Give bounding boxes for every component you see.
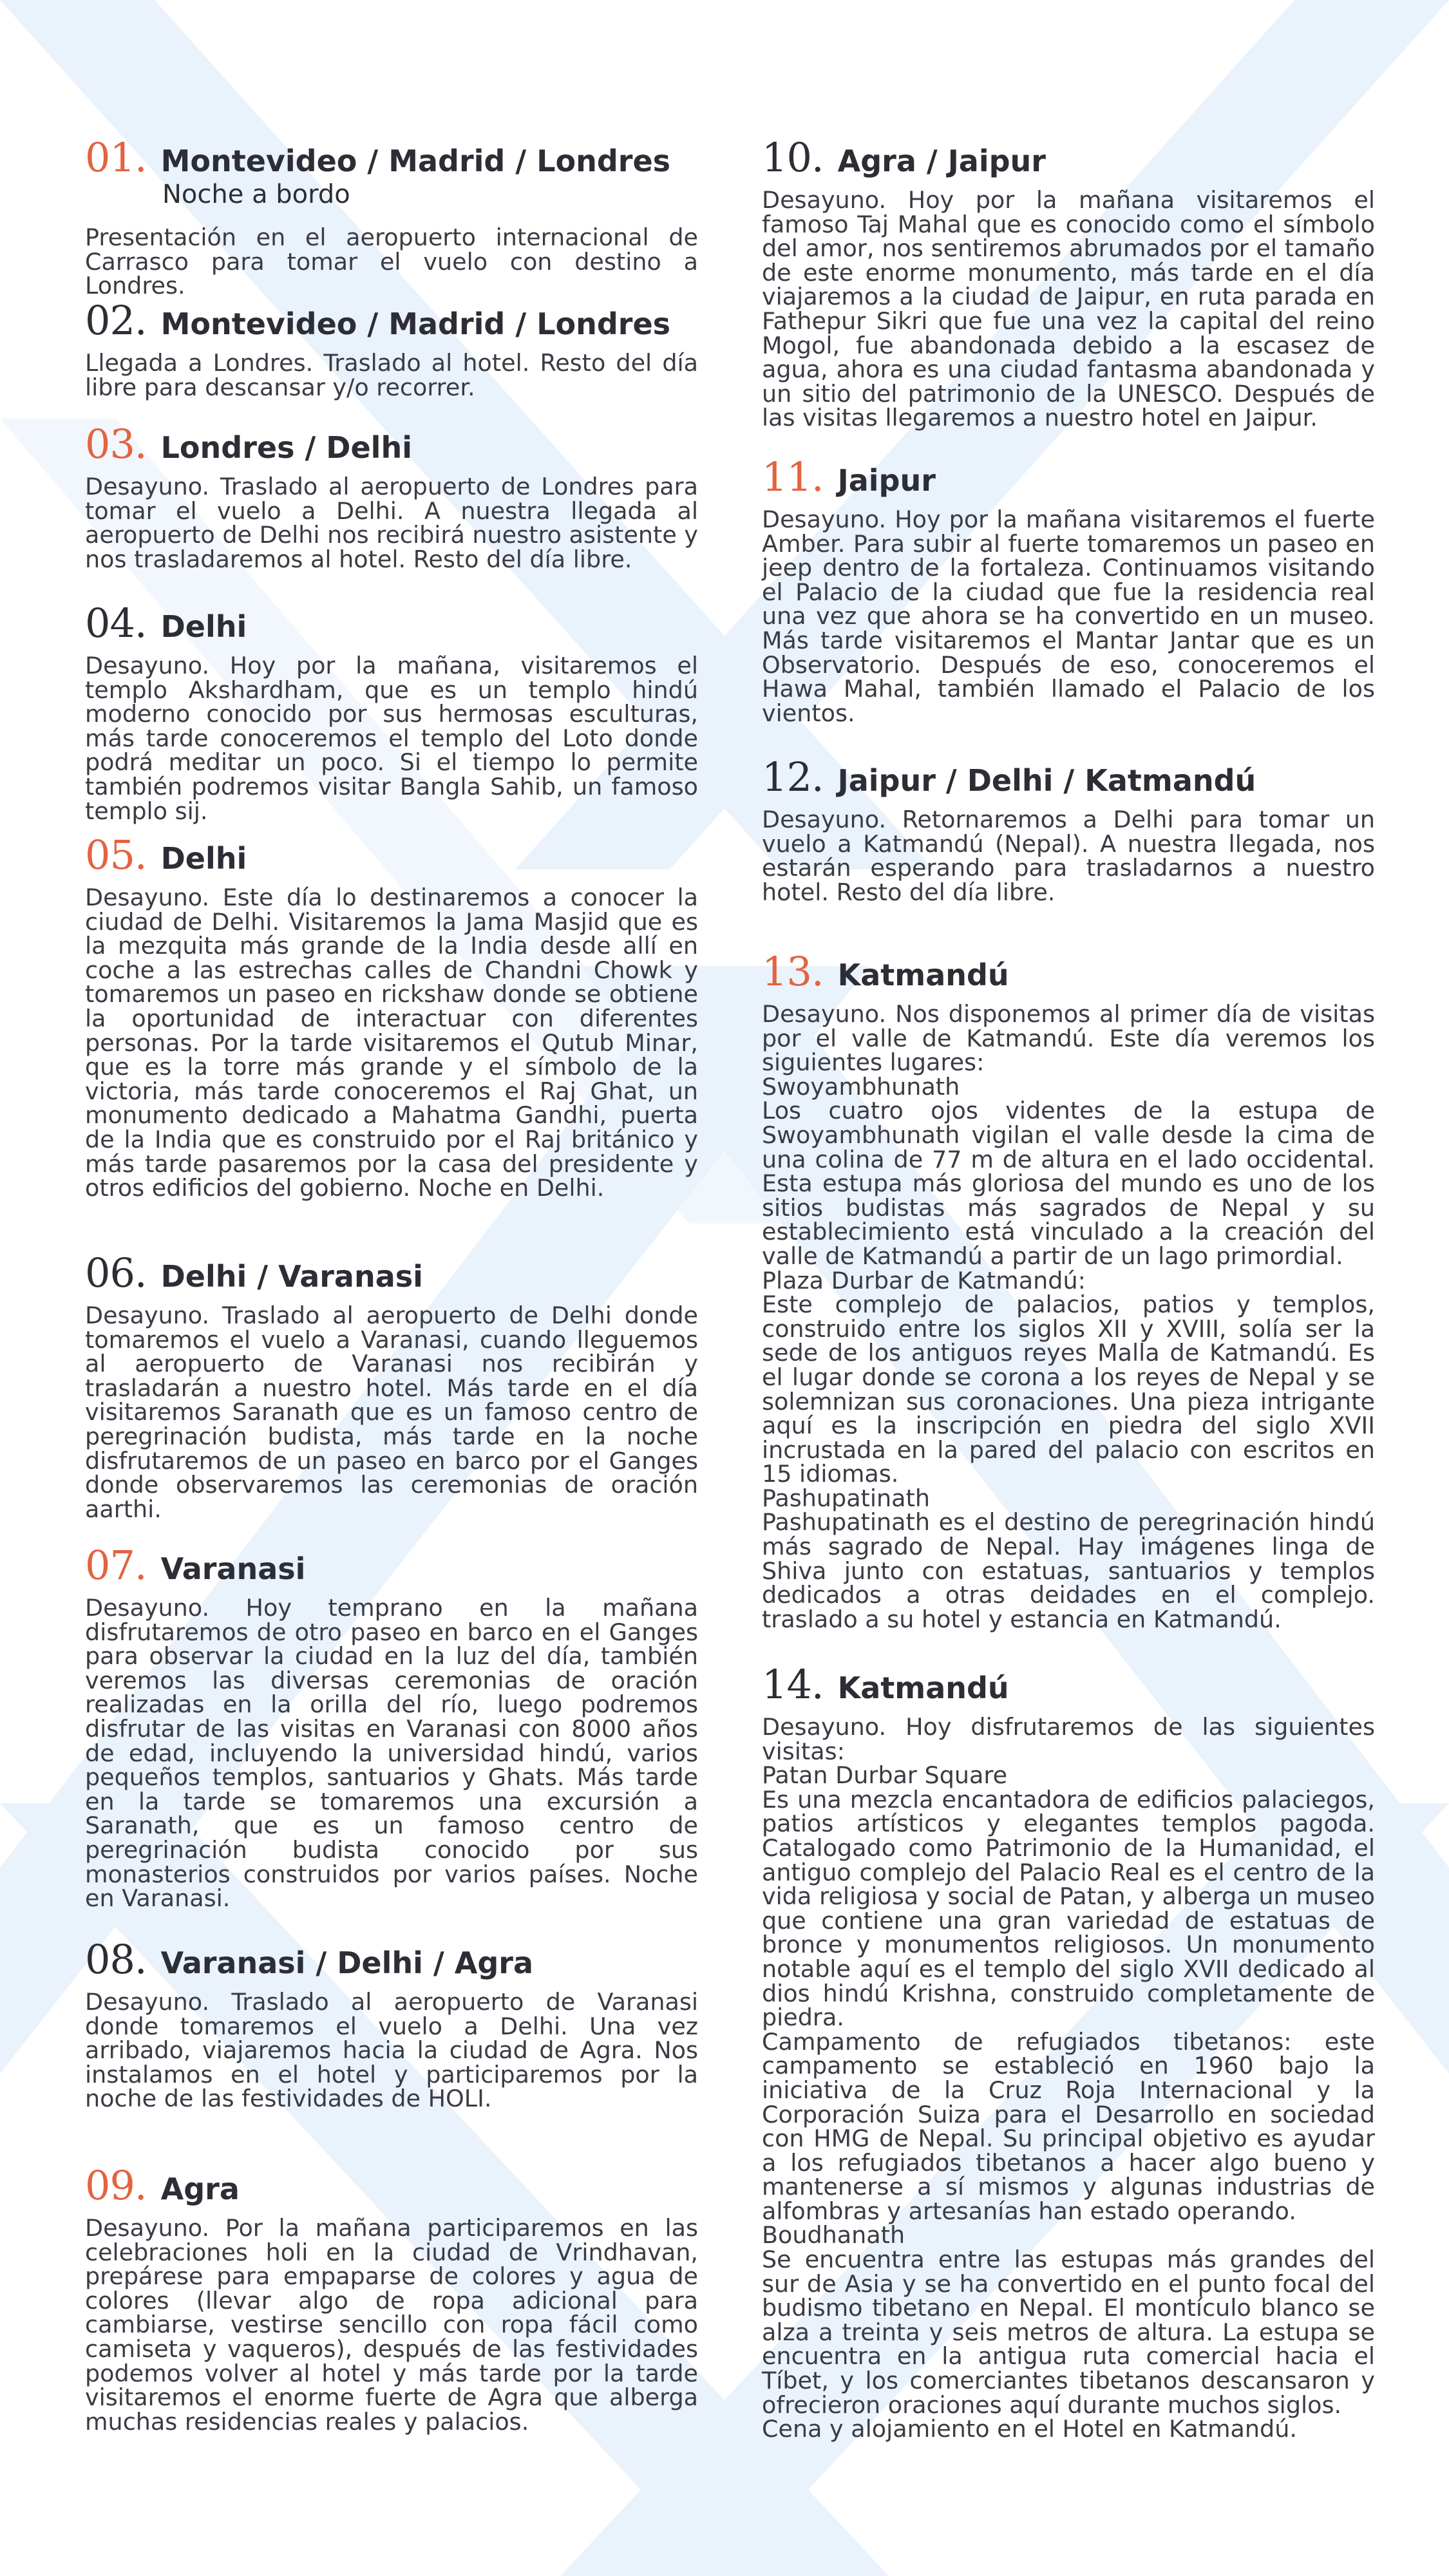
day-04 <box>85 601 698 823</box>
day-title: Jaipur <box>837 463 936 498</box>
day-number: 11. <box>762 453 824 500</box>
day-number: 13. <box>762 948 824 995</box>
day-header <box>85 1543 698 1588</box>
day-title: Montevideo / Madrid / Londres <box>160 307 671 341</box>
day-title: Agra / Jaipur <box>837 144 1046 178</box>
day-11 <box>762 455 1375 725</box>
day-description: Presentación en el aeropuerto internacional de Carrasco para tomar el vuelo con destino a Londres. <box>85 223 698 300</box>
day-description: Desayuno. Por la mañana participaremos en las celebraciones holi en la ciudad de Vrindhavan, prepárese para empaparse de colores y agua de colores (llevar algo de ropa adicional para cambiarse, vestirse sencillo con ropa fácil como camiseta y vaqueros), después de las festividades podemos volver al hotel y más tarde por la tarde visitaremos el enorme fuerte de Agra que alberga muchas residencias reales y palacios. <box>85 2214 698 2436</box>
day-03 <box>85 422 698 571</box>
day-description: Desayuno. Hoy por la mañana visitaremos el fuerte Amber. Para subir al fuerte tomaremos un paseo en jeep dentro de la fortaleza. Continuamos visitando el Palacio de la ciudad que fue la residencia real una vez que ahora se ha convertido en un museo. Más tarde visitaremos el Mantar Jantar que es un Observatorio. Después de eso, conoceremos el Hawa Mahal, también llamado el Palacio de los vientos. <box>762 506 1375 727</box>
day-title: Delhi <box>160 609 247 644</box>
day-number: 08. <box>85 1936 147 1983</box>
day-description: Desayuno. Este día lo destinaremos a conocer la ciudad de Delhi. Visitaremos la Jama Masjid que es la mezquita más grande de la India desde allí en coche a las estrechas calles de Chandni Chowk y tomaremos un paseo en rickshaw donde se obtiene la oportunidad de interactuar con diferentes personas. Por la tarde visitaremos el Qutub Minar, que es la torre más grande y el símbolo de la victoria, más tarde conoceremos el Raj Ghat, un monumento dedicado a Mahatma Gandhi, puerta de la India que es construido por el Raj británico y más tarde pasaremos por la casa del presidente y otros edificios del gobierno. Noche en Delhi. <box>85 884 698 1202</box>
day-12 <box>762 755 1375 904</box>
day-title: Katmandú <box>837 1671 1009 1705</box>
day-08 <box>85 1937 698 2111</box>
day-header <box>85 601 698 646</box>
day-number: 10. <box>762 134 824 181</box>
day-14 <box>762 1662 1375 2441</box>
day-header <box>762 1662 1375 1707</box>
day-description: Desayuno. Hoy por la mañana visitaremos el famoso Taj Mahal que es conocido como el símbolo del amor, nos sentiremos abrumados por el tamaño de este enorme monumento, más tarde en el día viajaremos a la ciudad de Jaipur, en ruta parada en Fathepur Sikri que fue una vez la capital del reino Mogol, fue abandonada debido a la escasez de agua, ahora es una ciudad fantasma abandonada y un sitio del patrimonio de la UNESCO. Después de las visitas llegaremos a nuestro hotel en Jaipur. <box>762 186 1375 432</box>
day-title: Agra <box>160 2172 240 2206</box>
day-description: Llegada a Londres. Traslado al hotel. Resto del día libre para descansar y/o recorrer. <box>85 349 698 401</box>
day-number: 04. <box>85 600 147 647</box>
day-07 <box>85 1543 698 1911</box>
day-description: Desayuno. Traslado al aeropuerto de Londres para tomar el vuelo a Delhi. A nuestra llegada al aeropuerto de Delhi nos recibirá nuestro asistente y nos trasladaremos al hotel. Resto del día libre. <box>85 473 699 573</box>
day-header <box>762 949 1375 994</box>
day-06 <box>85 1251 698 1521</box>
day-title: Montevideo / Madrid / Londres <box>160 144 671 178</box>
day-header <box>762 135 1375 180</box>
day-number: 02. <box>85 297 147 344</box>
day-subtitle: Noche a bordo <box>162 180 350 209</box>
day-title: Delhi / Varanasi <box>160 1259 423 1294</box>
day-title: Varanasi / Delhi / Agra <box>160 1946 533 1980</box>
day-number: 05. <box>85 831 147 878</box>
day-header <box>85 833 698 878</box>
day-13 <box>762 949 1375 1631</box>
day-description: Desayuno. Hoy disfrutaremos de las siguientes visitas: Patan Durbar Square Es una mezcla encantadora de edificios palaciegos, patios artísticos y elegantes templos pagoda. Catalogado como Patrimonio de la Humanidad, el antiguo complejo del Palacio Real es el centro de la vida religiosa y social de Patan, y alberga un museo que contiene una gran variedad de estatuas de bronce y monumentos religiosos. Un monumento notable aquí es el templo del siglo XVII dedicado al dios hindú Krishna, construido completamente de piedra. Campamento de refugiados tibetanos: este campamento se estableció en 1960 bajo la iniciativa de la Cruz Roja Internacional y la Corporación Suiza para el Desarrollo en sociedad con HMG de Nepal. Su principal objetivo es ayudar a los refugiados tibetanos a hacer algo bueno y mantenerse a sí mismos y algunas industrias de alfombras y artesanías han estado operando. Boudhanath Se encuentra entre las estupas más grandes del sur de Asia y se ha convertido en el punto focal del budismo tibetano en Nepal. El montículo blanco se alza a treinta y seis metros de altura. La estupa se encuentra en la antigua ruta comercial hacia el Tíbet, y los comerciantes tibetanos descansaron y ofrecieron oraciones aquí durante muchos siglos. Cena y alojamiento en el Hotel en Katmandú. <box>762 1713 1375 2443</box>
day-description: Desayuno. Hoy por la mañana, visitaremos el templo Akshardham, que es un templo hindú moderno conocido por sus hermosas esculturas, más tarde conoceremos el templo del Loto donde podrá meditar un poco. Si el tiempo lo permite también podremos visitar Bangla Sahib, un famoso templo sij. <box>85 652 698 825</box>
day-header <box>85 1937 698 1982</box>
day-header <box>85 422 698 467</box>
day-01 <box>85 135 698 298</box>
day-02 <box>85 298 698 399</box>
day-title: Delhi <box>160 841 247 876</box>
day-description: Desayuno. Hoy temprano en la mañana disfrutaremos de otro paseo en barco en el Ganges para observar la ciudad en la luz del día, también veremos las diversas ceremonias de oración realizadas en la orilla del río, luego podremos disfrutar de las visitas en Varanasi con 8000 años de edad, incluyendo la universidad hindú, varios pequeños templos, santuarios y Ghats. Más tarde en la tarde se tomaremos una excursión a Saranath, que es un famoso centro de peregrinación budista conocido por sus monasterios construidos por varios países. Noche en Varanasi. <box>85 1594 698 1913</box>
day-description: Desayuno. Traslado al aeropuerto de Delhi donde tomaremos el vuelo a Varanasi, cuando lleguemos al aeropuerto de Varanasi nos recibirán y trasladarán a nuestro hotel. Más tarde en el día visitaremos Saranath que es un famoso centro de peregrinación budista, más tarde en la noche disfrutaremos de un paseo en barco por el Ganges donde observaremos las ceremonias de oración aarthi. <box>85 1302 698 1523</box>
day-description: Desayuno. Traslado al aeropuerto de Varanasi donde tomaremos el vuelo a Delhi. Una vez arribado, viajaremos hacia la ciudad de Agra. Nos instalamos en el hotel y participaremos por la noche de las festividades de HOLI. <box>85 1988 698 2113</box>
day-05 <box>85 833 698 1200</box>
day-title: Varanasi <box>160 1551 306 1586</box>
day-number: 12. <box>762 753 824 800</box>
day-header <box>762 455 1375 500</box>
day-header <box>85 1251 698 1296</box>
day-number: 09. <box>85 2162 147 2209</box>
day-number: 01. <box>85 134 147 181</box>
day-10 <box>762 135 1375 430</box>
day-header <box>85 2163 698 2208</box>
day-title: Katmandú <box>837 958 1009 992</box>
day-header <box>85 135 698 180</box>
day-header <box>85 298 698 343</box>
day-description: Desayuno. Retornaremos a Delhi para tomar un vuelo a Katmandú (Nepal). A nuestra llegada, nos estarán esperando para trasladarnos a nuestro hotel. Resto del día libre. <box>762 806 1375 906</box>
day-header <box>762 755 1375 800</box>
day-title: Jaipur / Delhi / Katmandú <box>837 763 1256 798</box>
day-title: Londres / Delhi <box>160 430 412 465</box>
day-number: 06. <box>85 1249 147 1296</box>
day-number: 14. <box>762 1661 824 1708</box>
day-number: 03. <box>85 421 147 468</box>
day-09 <box>85 2163 698 2434</box>
day-description: Desayuno. Nos disponemos al primer día de visitas por el valle de Katmandú. Este día veremos los siguientes lugares: Swoyambhunath Los cuatro ojos videntes de la estupa de Swoyambhunath vigilan el valle desde la cima de una colina de 77 m de altura en el lado occidental. Esta estupa más gloriosa del mundo es uno de los sitios budistas más sagrados de Nepal y su establecimiento está vinculado a la creación del valle de Katmandú a partir de un lago primordial. Plaza Durbar de Katmandú: Este complejo de palacios, patios y templos, construido entre los siglos XII y XVIII, solía ser la sede de los antiguos reyes Malla de Katmandú. Es el lugar donde se corona a los reyes de Nepal y se solemnizan sus coronaciones. Una pieza intrigante aquí es la inscripción en piedra del siglo XVII incrustada en la pared del palacio con escritos en 15 idiomas. Pashupatinath Pashupatinath es el destino de peregrinación hindú más sagrado de Nepal. Hay imágenes linga de Shiva junto con estatuas, santuarios y templos dedicados a otras deidades en el complejo. traslado a su hotel y estancia en Katmandú. <box>762 1000 1375 1633</box>
day-number: 07. <box>85 1542 147 1589</box>
